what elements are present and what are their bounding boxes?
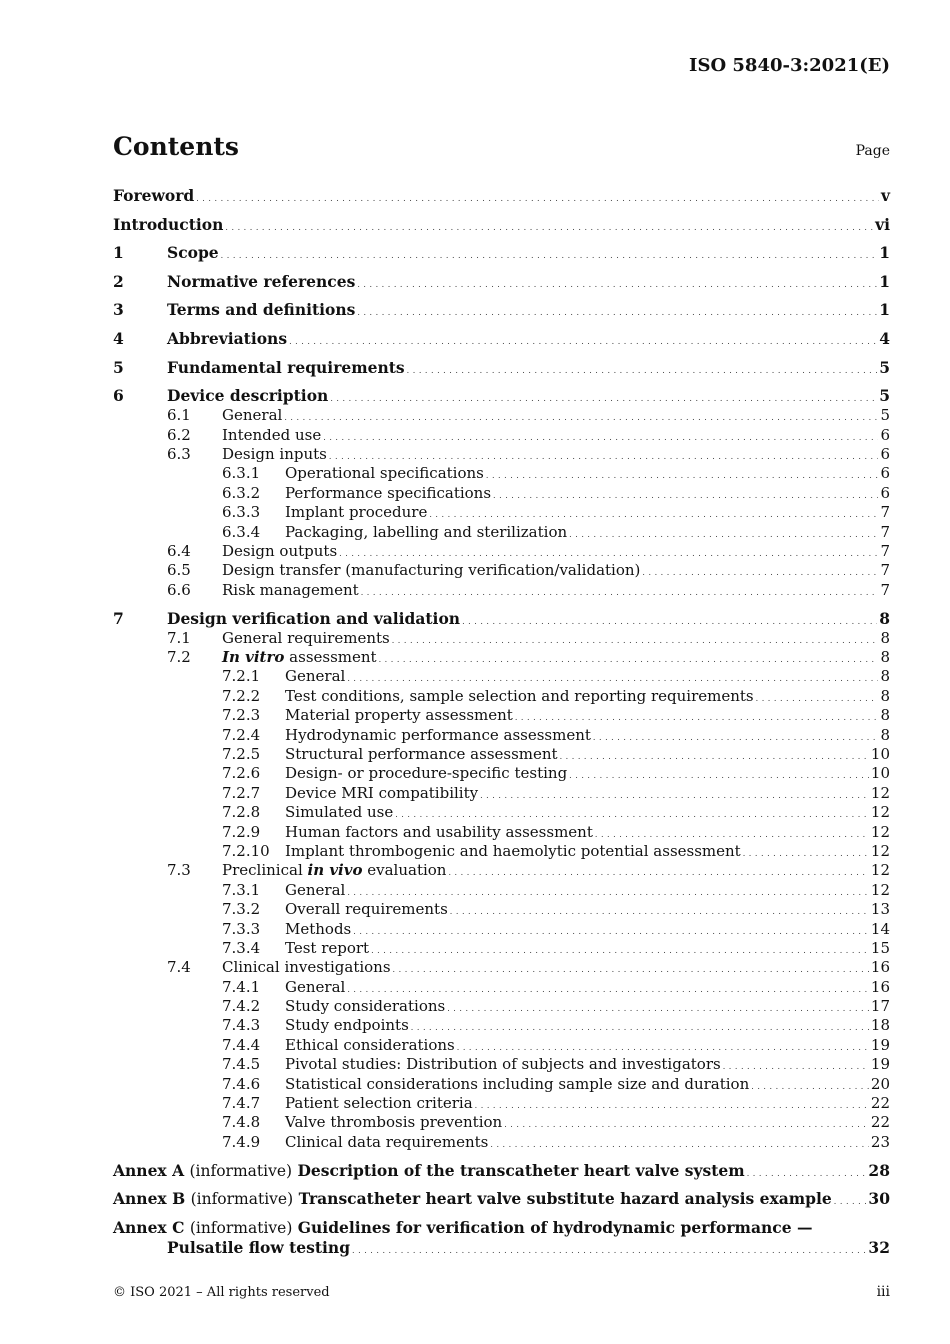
- toc-entry-page: 7: [880, 580, 890, 599]
- toc-entry-title-part: Risk management: [222, 580, 359, 599]
- toc-entry-number: 6.3.1: [222, 464, 261, 483]
- toc-entry[interactable]: [113, 609, 890, 629]
- dot-leader: [569, 766, 869, 785]
- toc-entry-title-part: Terms and definitions: [167, 300, 356, 320]
- toc-entry-number: 7: [113, 608, 124, 628]
- toc-entry[interactable]: [113, 667, 890, 686]
- toc-entry-title: [285, 784, 478, 803]
- toc-entry-number: 6.4: [167, 541, 191, 560]
- toc-entry-number: 6.2: [167, 425, 191, 444]
- toc-entry[interactable]: [113, 503, 890, 522]
- toc-entry-title-part: Operational specifications: [285, 464, 484, 483]
- dot-leader: [493, 486, 878, 505]
- toc-entry-number: 6.3: [167, 444, 191, 463]
- toc-entry[interactable]: [113, 861, 890, 880]
- toc-entry-number: 7.2.3: [222, 706, 261, 725]
- dot-leader: [560, 747, 869, 766]
- toc-entry-title-part: Design- or procedure-specific testing: [285, 764, 568, 783]
- toc-entry-page: 16: [870, 977, 890, 996]
- toc-entry-title-part: evaluation: [362, 861, 447, 880]
- dot-leader: [353, 922, 869, 941]
- toc-entry-number: 5: [113, 357, 124, 377]
- dot-leader: [357, 303, 877, 323]
- toc-entry-number: 6.3.4: [222, 522, 261, 541]
- toc-entry[interactable]: [113, 581, 890, 600]
- toc-entry-page: 6: [880, 464, 890, 483]
- toc-entry-title-part: Packaging, labelling and sterilization: [285, 522, 568, 541]
- toc-entry-title: [167, 272, 355, 292]
- toc-entry[interactable]: [113, 978, 890, 997]
- dot-leader: [462, 612, 877, 632]
- annex-page: 30: [868, 1189, 890, 1209]
- annex-type-note: (informative): [189, 1218, 293, 1237]
- toc-entry[interactable]: [113, 764, 890, 783]
- toc-entry-number: 7.2.9: [222, 822, 261, 841]
- toc-entry-title-part: General requirements: [222, 628, 390, 647]
- dot-leader: [448, 863, 868, 882]
- toc-entry-title-part: Pivotal studies: Distribution of subjects and investigators: [285, 1055, 721, 1074]
- toc-entry-title-part: Preclinical: [222, 861, 308, 880]
- dot-leader: [486, 466, 879, 485]
- toc-entry[interactable]: [113, 958, 890, 977]
- toc-entry[interactable]: [113, 329, 890, 349]
- toc-entry-title: [285, 503, 427, 522]
- toc-entry-title: [285, 523, 567, 542]
- toc-entry-page: 8: [880, 667, 890, 686]
- toc-entry-page: 4: [879, 328, 890, 348]
- dot-leader: [756, 689, 879, 708]
- toc-entry[interactable]: [113, 561, 890, 580]
- toc-entry-title-part: Statistical considerations including sample size and duration: [285, 1074, 750, 1093]
- toc-entry-title-part: Hydrodynamic performance assessment: [285, 725, 591, 744]
- toc-entry-title-part: Intended use: [222, 425, 322, 444]
- toc-entry-page: 6: [880, 483, 890, 502]
- toc-entry[interactable]: [113, 1113, 890, 1132]
- dot-leader: [361, 583, 879, 602]
- toc-entry-title-part: General: [285, 880, 346, 899]
- dot-leader: [357, 275, 877, 295]
- toc-entry-number: 7.4.3: [222, 1016, 261, 1035]
- dot-leader: [450, 902, 869, 921]
- toc-spacer: [113, 1209, 890, 1218]
- toc-entry-title-part: Patient selection criteria: [285, 1094, 473, 1113]
- toc-entry[interactable]: [113, 648, 890, 667]
- toc-entry-number: 6.1: [167, 406, 191, 425]
- toc-entry-title-part: Material property assessment: [285, 706, 513, 725]
- toc-entry-number: 7.3: [167, 861, 191, 880]
- dot-leader: [475, 1096, 869, 1115]
- toc-entry-title: [222, 445, 327, 464]
- toc-entry-page: 16: [870, 958, 890, 977]
- toc-entry-page: 5: [879, 386, 890, 406]
- dot-leader: [289, 332, 877, 352]
- toc-entry-page: 6: [880, 425, 890, 444]
- toc-entry[interactable]: [113, 1094, 890, 1113]
- dot-leader: [480, 786, 869, 805]
- toc-entry-title-part: Scope: [167, 243, 219, 263]
- dot-leader: [221, 246, 878, 266]
- toc-entry-title: [285, 1055, 721, 1074]
- dot-leader: [379, 650, 879, 669]
- toc-entry-title: [167, 386, 328, 406]
- toc-entry-title-part: Fundamental requirements: [167, 357, 405, 377]
- toc-entry-page: 8: [880, 648, 890, 667]
- toc-entry-title-part: Structural performance assessment: [285, 745, 558, 763]
- toc-entry-page: 10: [870, 745, 890, 763]
- toc-entry-page: 22: [870, 1113, 890, 1132]
- toc-entry-title-part: Normative references: [167, 271, 356, 291]
- toc-entry-title: [222, 958, 391, 977]
- toc-entry-title-part: General: [222, 406, 283, 425]
- toc-entry-number: 6.5: [167, 561, 191, 580]
- toc-entry-page: 1: [879, 300, 890, 320]
- toc-entry-title-part: Implant thrombogenic and haemolytic potential assessment: [285, 841, 741, 860]
- dot-leader: [447, 999, 869, 1018]
- toc-entry-title: [285, 1113, 502, 1132]
- toc-entry[interactable]: [113, 687, 890, 706]
- toc-entry[interactable]: [113, 523, 890, 542]
- toc-annex-entry[interactable]: [113, 1161, 890, 1181]
- toc-entry-page: 7: [880, 541, 890, 560]
- toc-entry[interactable]: [113, 803, 890, 822]
- toc-entry-title-part: Introduction: [113, 214, 224, 234]
- toc-entry-title: [167, 358, 405, 378]
- toc-entry-number: 7.4.6: [222, 1074, 261, 1093]
- toc-entry-title-part: Valve thrombosis prevention: [285, 1113, 503, 1132]
- toc-entry-title: [285, 1075, 749, 1094]
- toc-entry-title: [285, 726, 591, 745]
- page-title: Contents: [113, 132, 240, 161]
- toc-entry-title: [285, 745, 558, 764]
- toc-entry-title: [285, 464, 484, 483]
- toc-entry-title-italic: In vitro: [222, 648, 285, 667]
- toc-entry-page: 23: [870, 1132, 890, 1151]
- toc-entry[interactable]: [113, 997, 890, 1016]
- toc-entry-title-part: Test report: [285, 938, 370, 957]
- toc-entry-page: 19: [870, 1055, 890, 1074]
- dot-leader: [225, 218, 873, 238]
- toc-entry-page: 8: [880, 725, 890, 744]
- toc-entry[interactable]: [113, 784, 890, 803]
- toc-entry-page: 15: [870, 938, 890, 957]
- toc-entry-title: [222, 581, 359, 600]
- toc-annex-entry[interactable]: [113, 1189, 890, 1209]
- toc-entry-title: [222, 406, 282, 425]
- toc-entry[interactable]: [113, 1133, 890, 1152]
- toc-entry-title-part: Human factors and usability assessment: [285, 822, 593, 841]
- toc-entry[interactable]: [113, 920, 890, 939]
- annex-page: 28: [868, 1160, 890, 1180]
- toc-entry-title-part: Implant procedure: [285, 503, 428, 522]
- toc-entry-title-part: Device description: [167, 386, 329, 406]
- toc-entry-title: [285, 1094, 473, 1113]
- toc-entry-page: v: [880, 186, 890, 205]
- toc-entry-title: [285, 764, 567, 783]
- toc-entry-title-part: Ethical considerations: [285, 1035, 455, 1054]
- toc-annex-entry[interactable]: [113, 1218, 890, 1238]
- toc-entry-page: 19: [870, 1035, 890, 1054]
- toc-entry[interactable]: [113, 358, 890, 378]
- toc-entry-page: 7: [880, 561, 890, 580]
- toc-entry[interactable]: [113, 300, 890, 320]
- annex-title: [113, 1218, 812, 1238]
- toc-entry-page: 14: [870, 919, 890, 938]
- annex-page: 32: [868, 1237, 890, 1257]
- toc-entry-page: 12: [870, 822, 890, 841]
- toc-entry[interactable]: [113, 1055, 890, 1074]
- toc-entry-title-part: Design outputs: [222, 541, 338, 560]
- toc-entry-title-part: Simulated use: [285, 803, 394, 822]
- toc-entry[interactable]: [113, 186, 890, 206]
- toc-entry-number: 7.2.2: [222, 686, 261, 705]
- copyright-notice: © ISO 2021 – All rights reserved: [113, 1285, 330, 1300]
- toc-entry-title: [285, 484, 491, 503]
- toc-entry-page: 12: [870, 880, 890, 899]
- toc-entry-page: 7: [880, 503, 890, 522]
- annex-type-note: (informative): [190, 1190, 294, 1209]
- dot-leader: [593, 728, 879, 747]
- toc-entry-page: 20: [870, 1074, 890, 1093]
- toc-entry-page: 8: [879, 608, 890, 628]
- toc-entry-number: 7.1: [167, 628, 191, 647]
- toc-entry-title: [285, 900, 448, 919]
- toc-entry-title-part: Clinical data requirements: [285, 1132, 489, 1151]
- toc-entry-page: 5: [879, 357, 890, 377]
- toc-entry-number: 7.3.4: [222, 938, 261, 957]
- toc-entry[interactable]: [113, 842, 890, 861]
- toc-annex-entry-continuation[interactable]: [113, 1238, 890, 1258]
- toc-entry-page: 10: [870, 764, 890, 783]
- toc-entry[interactable]: [113, 900, 890, 919]
- toc-entry-number: 7.3.2: [222, 900, 261, 919]
- toc-entry[interactable]: [113, 629, 890, 648]
- dot-leader: [393, 960, 869, 979]
- toc-entry[interactable]: [113, 406, 890, 425]
- annex-label: Annex A: [113, 1160, 185, 1180]
- toc-entry-number: 6.6: [167, 580, 191, 599]
- toc-entry[interactable]: [113, 726, 890, 745]
- toc-entry-title: [222, 426, 321, 445]
- annex-heading: Description of the transcatheter heart valve system: [297, 1160, 745, 1180]
- dot-leader: [743, 844, 869, 863]
- dot-leader: [747, 1164, 867, 1184]
- dot-leader: [371, 941, 869, 960]
- table-of-contents: [113, 186, 890, 1258]
- toc-entry-number: 4: [113, 328, 124, 348]
- toc-entry-title-part: Performance specifications: [285, 483, 492, 502]
- annex-title: [113, 1161, 745, 1181]
- toc-entry[interactable]: [113, 1075, 890, 1094]
- dot-leader: [196, 189, 879, 209]
- toc-entry-page: 1: [879, 243, 890, 263]
- toc-entry-number: 7.3.1: [222, 880, 261, 899]
- toc-entry-title: [285, 706, 513, 725]
- toc-entry[interactable]: [113, 823, 890, 842]
- toc-entry-title-part: Device MRI compatibility: [285, 783, 479, 802]
- toc-entry-number: 7.4.4: [222, 1035, 261, 1054]
- annex-heading-continued: Pulsatile flow testing: [167, 1237, 351, 1257]
- toc-entry-title: [285, 1133, 488, 1152]
- toc-entry-title-part: assessment: [284, 648, 377, 667]
- toc-entry[interactable]: [113, 1036, 890, 1055]
- toc-entry-number: 2: [113, 271, 124, 291]
- toc-entry-title: [113, 215, 223, 235]
- dot-leader: [834, 1192, 867, 1212]
- toc-entry-number: 7.2.1: [222, 667, 261, 686]
- toc-entry-title: [285, 920, 351, 939]
- toc-entry-page: 22: [870, 1094, 890, 1113]
- toc-entry-number: 6.3.3: [222, 503, 261, 522]
- toc-entry-title: [285, 881, 345, 900]
- toc-entry-number: 7.4.2: [222, 997, 261, 1016]
- toc-entry[interactable]: [113, 706, 890, 725]
- dot-leader: [284, 408, 878, 427]
- toc-entry-title-part: Foreword: [113, 186, 195, 205]
- toc-entry[interactable]: [113, 215, 890, 235]
- toc-entry-title: [285, 823, 593, 842]
- toc-entry-title: [222, 542, 337, 561]
- toc-entry[interactable]: [113, 542, 890, 561]
- toc-entry-title: [285, 997, 445, 1016]
- dot-leader: [490, 1135, 869, 1154]
- toc-entry-title-part: General: [285, 977, 346, 996]
- dot-leader: [569, 525, 878, 544]
- toc-entry-number: 6.3.2: [222, 483, 261, 502]
- dot-leader: [323, 428, 878, 447]
- toc-entry-title: [222, 629, 390, 648]
- toc-entry-title-part: Overall requirements: [285, 900, 448, 919]
- annex-label: Annex B: [113, 1189, 186, 1209]
- toc-entry-page: 13: [870, 900, 890, 919]
- annex-heading: Guidelines for verification of hydrodynamic performance —: [297, 1217, 813, 1237]
- toc-entry-number: 7.4: [167, 958, 191, 977]
- dot-leader: [330, 389, 877, 409]
- toc-entry-number: 7.2.5: [222, 745, 261, 763]
- toc-entry-title: [285, 1016, 409, 1035]
- toc-entry-page: 12: [870, 803, 890, 822]
- dot-leader: [642, 563, 878, 582]
- annex-title: [113, 1189, 832, 1209]
- toc-entry-page: 1: [879, 271, 890, 291]
- dot-leader: [751, 1077, 869, 1096]
- dot-leader: [407, 361, 878, 381]
- toc-entry-number: 7.4.8: [222, 1113, 261, 1132]
- toc-entry[interactable]: [113, 464, 890, 483]
- toc-entry[interactable]: [113, 939, 890, 958]
- toc-entry-title: [285, 803, 393, 822]
- toc-entry-title: [222, 648, 377, 667]
- dot-leader: [392, 631, 879, 650]
- toc-entry-title: [285, 667, 345, 686]
- toc-entry-title-italic: in vivo: [307, 861, 363, 880]
- annex-heading: Transcatheter heart valve substitute hazard analysis example: [298, 1189, 832, 1209]
- toc-entry-page: 8: [880, 686, 890, 705]
- toc-entry-number: 7.4.9: [222, 1132, 261, 1151]
- toc-entry-page: 6: [880, 444, 890, 463]
- toc-entry[interactable]: [113, 243, 890, 263]
- toc-entry-number: 7.2.6: [222, 764, 261, 783]
- toc-entry-title: [285, 939, 369, 958]
- toc-entry-title: [167, 609, 460, 629]
- toc-entry[interactable]: [113, 386, 890, 406]
- dot-leader: [411, 1018, 869, 1037]
- toc-entry-title-part: Study endpoints: [285, 1016, 409, 1035]
- toc-entry-title-part: Methods: [285, 919, 352, 938]
- toc-entry-title: [285, 978, 345, 997]
- toc-entry-number: 7.4.7: [222, 1094, 261, 1113]
- toc-entry-title-part: Abbreviations: [167, 328, 288, 348]
- toc-entry-page: 8: [880, 706, 890, 725]
- toc-entry[interactable]: [113, 272, 890, 292]
- toc-entry-title: [285, 1036, 455, 1055]
- toc-entry-number: 7.4.1: [222, 977, 261, 996]
- toc-entry-number: 7.2.10: [222, 841, 270, 860]
- toc-entry-title-part: Study considerations: [285, 997, 446, 1016]
- toc-entry-title-part: Design inputs: [222, 444, 327, 463]
- toc-entry-title-part: General: [285, 667, 346, 686]
- page-column-label: Page: [855, 143, 890, 159]
- toc-entry-number: 3: [113, 300, 124, 320]
- document-id: ISO 5840-3:2021(E): [689, 55, 890, 76]
- toc-entry-page: 7: [880, 522, 890, 541]
- toc-entry-number: 7.2.7: [222, 783, 261, 802]
- toc-entry-title: [167, 300, 355, 320]
- toc-entry-title-part: Clinical investigations: [222, 958, 391, 977]
- toc-entry-title: [222, 561, 640, 580]
- toc-entry-title-part: Design verification and validation: [167, 608, 461, 628]
- toc-entry-page: 5: [880, 406, 890, 425]
- toc-entry[interactable]: [113, 426, 890, 445]
- toc-entry[interactable]: [113, 484, 890, 503]
- toc-entry-title: [285, 842, 741, 861]
- toc-entry-title-part: Test conditions, sample selection and reporting requirements: [285, 686, 754, 705]
- toc-entry-number: 7.2: [167, 648, 191, 667]
- toc-entry-title: [167, 329, 287, 349]
- toc-entry-page: 12: [870, 861, 890, 880]
- toc-entry-number: 6: [113, 386, 124, 406]
- toc-entry-title: [285, 687, 754, 706]
- toc-entry-page: 8: [880, 628, 890, 647]
- toc-entry-title: [222, 861, 446, 880]
- toc-entry-title: [113, 186, 194, 206]
- toc-entry-title-part: Design transfer (manufacturing verification/validation): [222, 561, 641, 580]
- toc-entry[interactable]: [113, 881, 890, 900]
- toc-entry-page: 12: [870, 783, 890, 802]
- toc-entry-page: 18: [870, 1016, 890, 1035]
- toc-entry-number: 7.2.4: [222, 725, 261, 744]
- toc-entry-number: 7.2.8: [222, 803, 261, 822]
- toc-entry-number: 1: [113, 243, 124, 263]
- toc-entry-page: 17: [870, 997, 890, 1016]
- page-number: iii: [876, 1284, 890, 1300]
- dot-leader: [504, 1115, 869, 1134]
- toc-entry-page: 12: [870, 841, 890, 860]
- toc-entry-page: vi: [875, 214, 890, 234]
- annex-type-note: (informative): [189, 1161, 293, 1180]
- dot-leader: [352, 1241, 866, 1261]
- toc-entry[interactable]: [113, 445, 890, 464]
- annex-label: Annex C: [113, 1217, 185, 1237]
- toc-entry-number: 7.3.3: [222, 919, 261, 938]
- toc-entry-number: 7.4.5: [222, 1055, 261, 1074]
- toc-entry[interactable]: [113, 1016, 890, 1035]
- toc-entry[interactable]: [113, 745, 890, 764]
- toc-entry-title: [167, 243, 219, 263]
